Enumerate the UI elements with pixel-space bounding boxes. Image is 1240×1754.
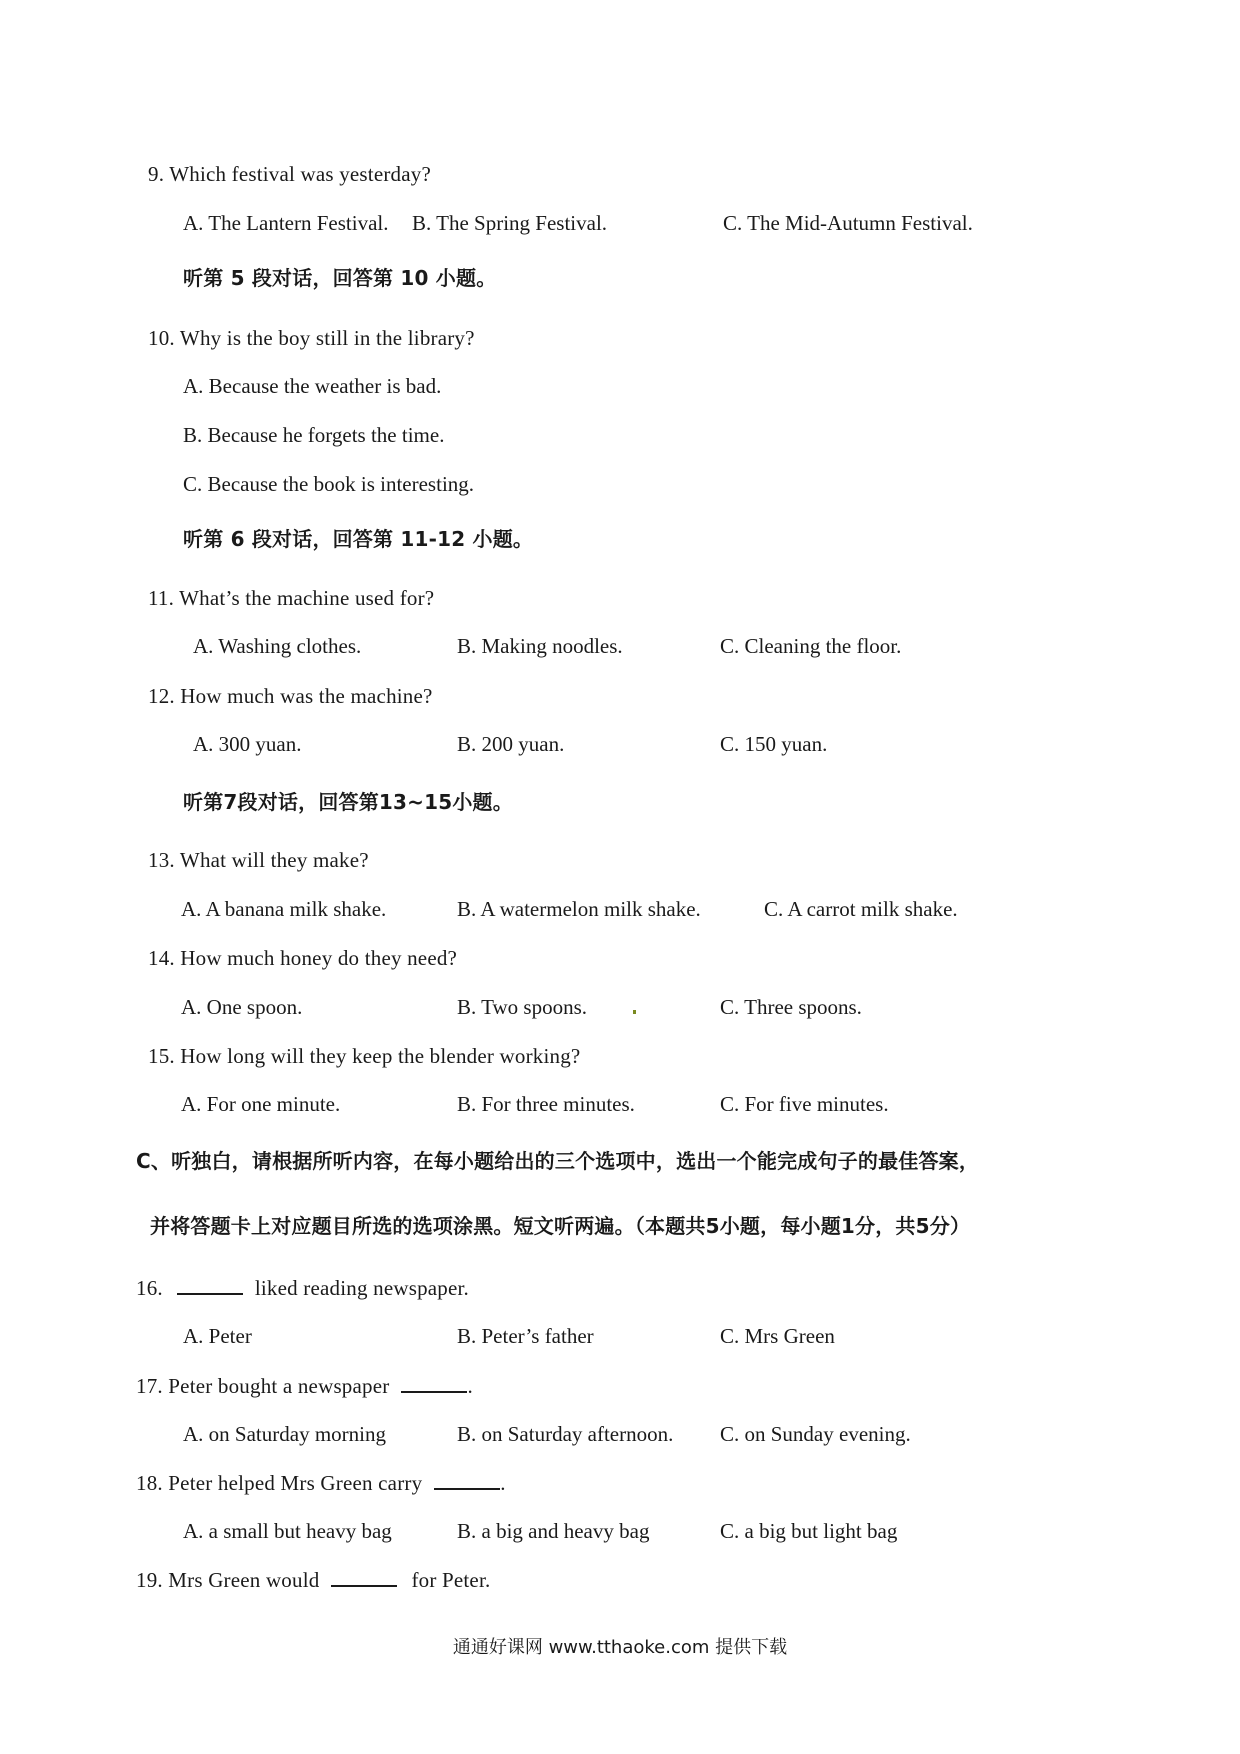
section-5-header: 听第 5 段对话，回答第 10 小题。	[183, 266, 497, 290]
q10-stem: 10. Why is the boy still in the library?	[148, 326, 475, 350]
q11-stem: 11. What’s the machine used for?	[148, 586, 435, 610]
q17-stem	[136, 1373, 473, 1399]
q13-option-a: A. A banana milk shake.	[181, 897, 387, 921]
q14-option-c: C. Three spoons.	[720, 995, 862, 1019]
q17-text: 17. Peter bought a newspaper	[136, 1374, 390, 1398]
q19-text-end: for Peter.	[411, 1568, 491, 1592]
stray-mark	[633, 1010, 636, 1014]
q17-option-b: B. on Saturday afternoon.	[457, 1422, 674, 1446]
q10-option-b: B. Because he forgets the time.	[183, 423, 445, 447]
q9-option-c: C. The Mid-Autumn Festival.	[723, 211, 973, 235]
q13-option-b: B. A watermelon milk shake.	[457, 897, 701, 921]
q13-option-c: C. A carrot milk shake.	[764, 897, 958, 921]
q14-option-b: B. Two spoons.	[457, 995, 587, 1019]
q15-option-a: A. For one minute.	[181, 1092, 341, 1116]
q14-stem: 14. How much honey do they need?	[148, 946, 458, 970]
q10-option-a: A. Because the weather is bad.	[183, 374, 442, 398]
page-footer: 通通好课网 www.tthaoke.com 提供下载	[452, 1637, 788, 1658]
section-7-header: 听第7段对话，回答第13~15小题。	[183, 790, 513, 814]
q16-option-c: C. Mrs Green	[720, 1324, 835, 1348]
section-c-instructions-line1: C、听独白，请根据所听内容，在每小题给出的三个选项中，选出一个能完成句子的最佳答案，	[136, 1149, 980, 1173]
q18-option-b: B. a big and heavy bag	[457, 1519, 650, 1543]
q16-option-b: B. Peter’s father	[457, 1324, 594, 1348]
q15-option-c: C. For five minutes.	[720, 1092, 889, 1116]
q18-option-c: C. a big but light bag	[720, 1519, 898, 1543]
q19-stem	[136, 1567, 490, 1593]
q9-option-b: B. The Spring Festival.	[412, 211, 608, 235]
q17-answer-blank	[401, 1373, 467, 1393]
q16-number: 16.	[136, 1276, 163, 1300]
q15-stem: 15. How long will they keep the blender working?	[148, 1044, 581, 1068]
q9-stem: 9. Which festival was yesterday?	[148, 162, 431, 186]
q11-option-b: B. Making noodles.	[457, 634, 623, 658]
q12-option-b: B. 200 yuan.	[457, 732, 565, 756]
q18-period: .	[500, 1471, 506, 1495]
q17-period: .	[467, 1374, 473, 1398]
q11-option-c: C. Cleaning the floor.	[720, 634, 902, 658]
q19-text: 19. Mrs Green would	[136, 1568, 320, 1592]
q9-option-a: A. The Lantern Festival.	[183, 211, 389, 235]
q17-option-a: A. on Saturday morning	[183, 1422, 386, 1446]
q13-stem: 13. What will they make?	[148, 848, 369, 872]
q12-option-c: C. 150 yuan.	[720, 732, 828, 756]
q17-option-c: C. on Sunday evening.	[720, 1422, 911, 1446]
q16-answer-blank	[177, 1275, 243, 1295]
q19-answer-blank	[331, 1567, 397, 1587]
q16-stem	[136, 1275, 469, 1301]
q10-option-c: C. Because the book is interesting.	[183, 472, 475, 496]
q18-option-a: A. a small but heavy bag	[183, 1519, 392, 1543]
q15-option-b: B. For three minutes.	[457, 1092, 635, 1116]
q16-text: liked reading newspaper.	[254, 1276, 470, 1300]
q18-stem	[136, 1470, 506, 1496]
q12-stem: 12. How much was the machine?	[148, 684, 433, 708]
q18-text: 18. Peter helped Mrs Green carry	[136, 1471, 423, 1495]
q14-option-a: A. One spoon.	[181, 995, 303, 1019]
q12-option-a: A. 300 yuan.	[193, 732, 302, 756]
q18-answer-blank	[434, 1470, 500, 1490]
q11-option-a: A. Washing clothes.	[193, 634, 362, 658]
q16-option-a: A. Peter	[183, 1324, 252, 1348]
section-c-instructions-line2: 并将答题卡上对应题目所选的选项涂黑。短文听两遍。（本题共5小题，每小题1分，共5分）	[150, 1214, 971, 1238]
section-6-header: 听第 6 段对话，回答第 11-12 小题。	[183, 527, 534, 551]
